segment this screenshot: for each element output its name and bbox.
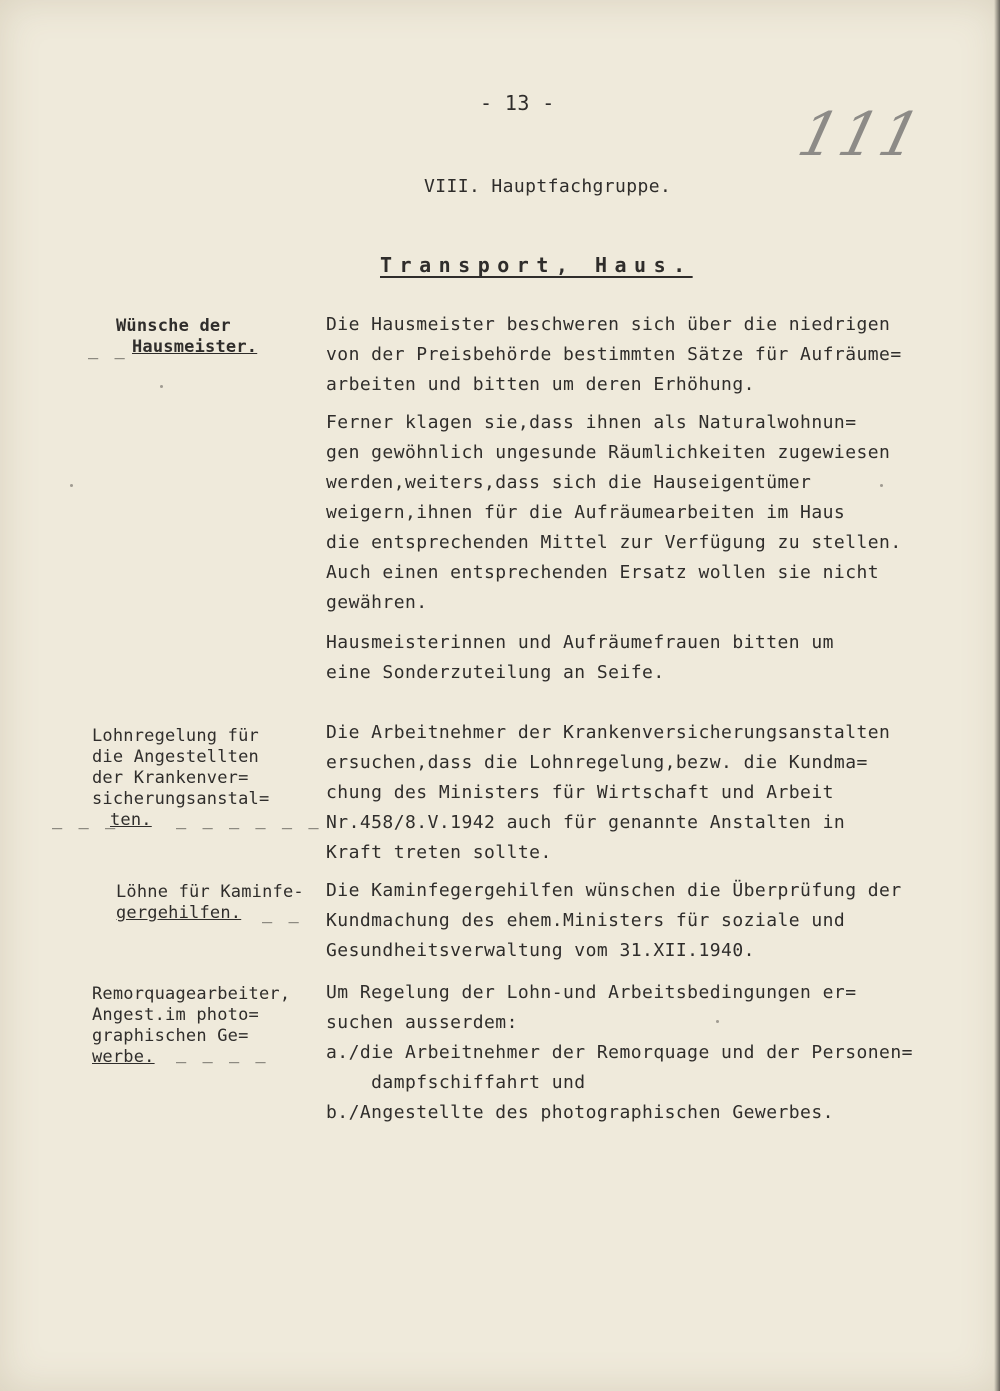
text-line: arbeiten und bitten um deren Erhöhung. xyxy=(326,374,755,395)
text-line: dampfschiffahrt und xyxy=(326,1072,586,1093)
paper-speck xyxy=(880,484,883,487)
text-line: Hausmeisterinnen und Aufräumefrauen bitten um xyxy=(326,632,834,653)
text-line: Um Regelung der Lohn-und Arbeitsbedingungen er= xyxy=(326,982,857,1003)
margin-note-line: Hausmeister. xyxy=(132,337,258,357)
text-line: Auch einen entsprechenden Ersatz wollen sie nicht xyxy=(326,562,880,583)
text-line: Ferner klagen sie,dass ihnen als Naturalwohnun= xyxy=(326,412,857,433)
text-line: Die Arbeitnehmer der Krankenversicherungsanstalten xyxy=(326,722,891,743)
text-line: die entsprechenden Mittel zur Verfügung zu stellen. xyxy=(326,532,902,553)
margin-note-hausmeister xyxy=(116,316,257,358)
paper-speck xyxy=(160,385,163,388)
margin-note-line: graphischen Ge= xyxy=(92,1026,249,1046)
text-line: Kundmachung des ehem.Ministers für soziale und xyxy=(326,910,846,931)
margin-note-line: ten. xyxy=(110,810,152,830)
text-line: gen gewöhnlich ungesunde Räumlichkeiten zugewiesen xyxy=(326,442,891,463)
margin-dash: _ _ xyxy=(262,904,302,924)
section-title: Transport, Haus. xyxy=(380,253,693,277)
page-number: - 13 - xyxy=(480,91,555,115)
margin-dash: _ _ _ xyxy=(52,810,119,830)
paragraph-hausmeister-2 xyxy=(326,408,902,618)
paragraph-lohnregelung xyxy=(326,718,890,868)
text-line: von der Preisbehörde bestimmten Sätze für Aufräume= xyxy=(326,344,902,365)
text-line: Kraft treten sollte. xyxy=(326,842,552,863)
margin-note-line: der Krankenver= xyxy=(92,768,249,788)
paper-speck xyxy=(716,1020,719,1023)
text-line: gewähren. xyxy=(326,592,428,613)
group-heading: VIII. Hauptfachgruppe. xyxy=(424,176,672,197)
margin-note-line: die Angestellten xyxy=(92,747,259,767)
margin-dash: _ _ _ _ _ _ xyxy=(176,810,322,830)
paragraph-remorquage xyxy=(326,978,913,1128)
text-line: eine Sonderzuteilung an Seife. xyxy=(326,662,665,683)
text-line: Die Kaminfegergehilfen wünschen die Überprüfung der xyxy=(326,880,902,901)
margin-note-line: Löhne für Kaminfe- xyxy=(116,882,304,902)
margin-note-line: gergehilfen. xyxy=(116,903,242,923)
margin-note-line: Wünsche der xyxy=(116,316,231,336)
margin-dash: _ _ _ _ xyxy=(176,1044,269,1064)
text-line: weigern,ihnen für die Aufräumearbeiten im Haus xyxy=(326,502,846,523)
paragraph-hausmeister-3 xyxy=(326,628,834,688)
text-line: Nr.458/8.V.1942 auch für genannte Anstalten in xyxy=(326,812,846,833)
folio-handwritten-number: 111 xyxy=(791,100,930,170)
margin-note-line: sicherungsanstal= xyxy=(92,789,270,809)
text-line: b./Angestellte des photographischen Gewerbes. xyxy=(326,1102,834,1123)
text-line: a./die Arbeitnehmer der Remorquage und der Personen= xyxy=(326,1042,913,1063)
margin-note-line: werbe. xyxy=(92,1047,155,1067)
text-line: suchen ausserdem: xyxy=(326,1012,518,1033)
text-line: Gesundheitsverwaltung vom 31.XII.1940. xyxy=(326,940,755,961)
margin-note-line: Remorquagearbeiter, xyxy=(92,984,291,1004)
paragraph-hausmeister-1 xyxy=(326,310,902,400)
margin-note-line: Lohnregelung für xyxy=(92,726,259,746)
text-line: ersuchen,dass die Lohnregelung,bezw. die Kundma= xyxy=(326,752,868,773)
margin-note-line: Angest.im photo= xyxy=(92,1005,259,1025)
text-line: chung des Ministers für Wirtschaft und Arbeit xyxy=(326,782,834,803)
page-edge-shadow xyxy=(994,0,1000,1391)
margin-dash: _ _ xyxy=(88,340,128,360)
paragraph-kaminfeger xyxy=(326,876,902,966)
text-line: werden,weiters,dass sich die Hauseigentümer xyxy=(326,472,812,493)
paper-speck xyxy=(70,484,73,487)
text-line: Die Hausmeister beschweren sich über die niedrigen xyxy=(326,314,891,335)
